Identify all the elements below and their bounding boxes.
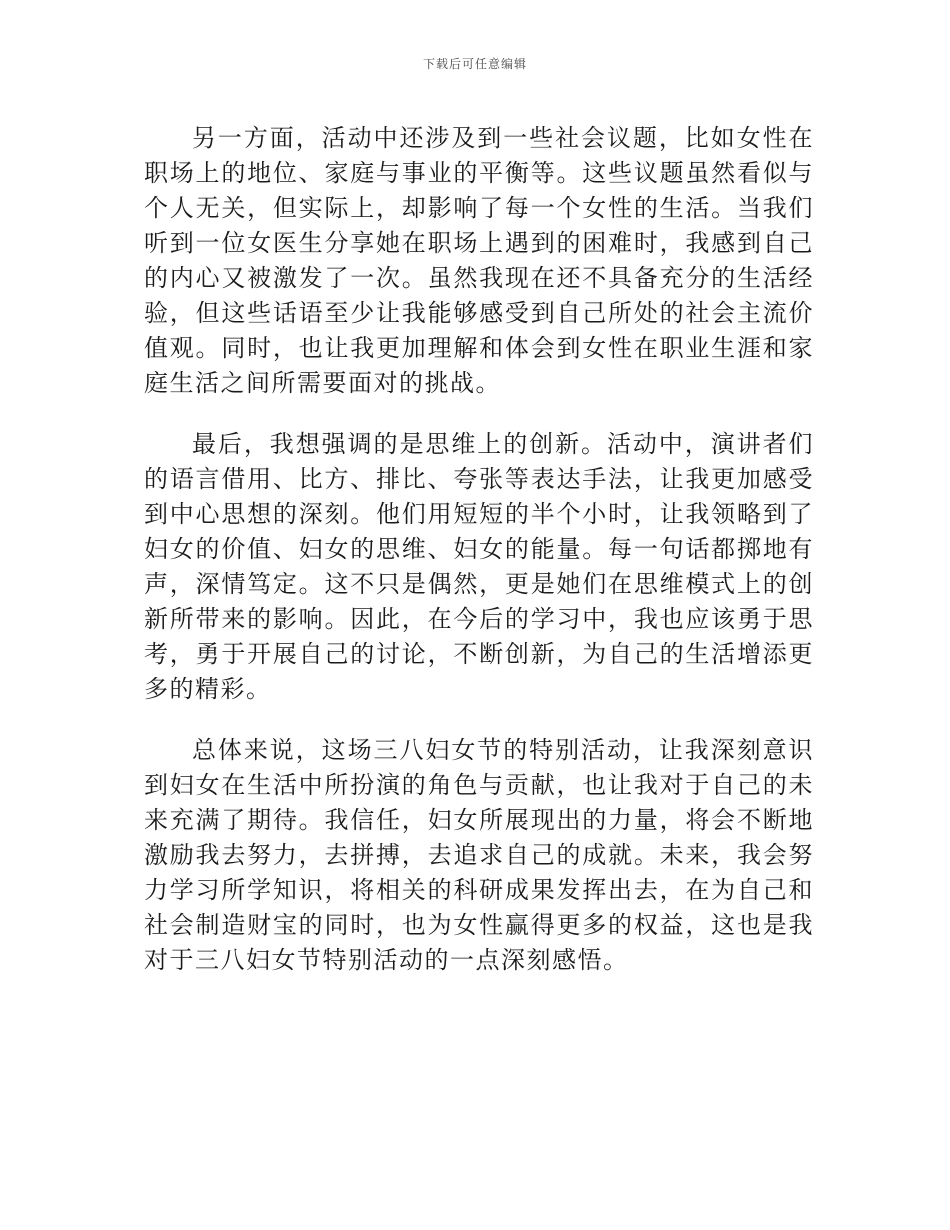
paragraph-innovation: 最后，我想强调的是思维上的创新。活动中，演讲者们的语言借用、比方、排比、夸张等表达手法，让我更加感受到中心思想的深刻。他们用短短的半个小时，让我领略到了妇女的价值、妇女的思维、妇女的能量。每一句话都掷地有声，深情笃定。这不只是偶然，更是她们在思维模式上的创新所带来的影响。因此，在今后的学习中，我也应该勇于思考，勇于开展自己的讨论，不断创新，为自己的生活增添更多的精彩。: [144, 430, 814, 703]
document-body: [144, 121, 814, 1004]
page-header: 下载后可任意编辑: [422, 57, 527, 71]
paragraph-conclusion: 总体来说，这场三八妇女节的特别活动，让我深刻意识到妇女在生活中所扮演的角色与贡献，也让我对于自己的未来充满了期待。我信任，妇女所展现出的力量，将会不断地激励我去努力，去拼搏，去追求自己的成就。未来，我会努力学习所学知识，将相关的科研成果发挥出去，在为自己和社会制造财宝的同时，也为女性赢得更多的权益，这也是我对于三八妇女节特别活动的一点深刻感悟。: [144, 736, 814, 974]
paragraph-social-issues: 另一方面，活动中还涉及到一些社会议题，比如女性在职场上的地位、家庭与事业的平衡等。这些议题虽然看似与个人无关，但实际上，却影响了每一个女性的生活。当我们听到一位女医生分享她在职场上遇到的困难时，我感到自己的内心又被激发了一次。虽然我现在还不具备充分的生活经验，但这些话语至少让我能够感受到自己所处的社会主流价值观。同时，也让我更加理解和体会到女性在职业生涯和家庭生活之间所需要面对的挑战。: [144, 124, 814, 397]
